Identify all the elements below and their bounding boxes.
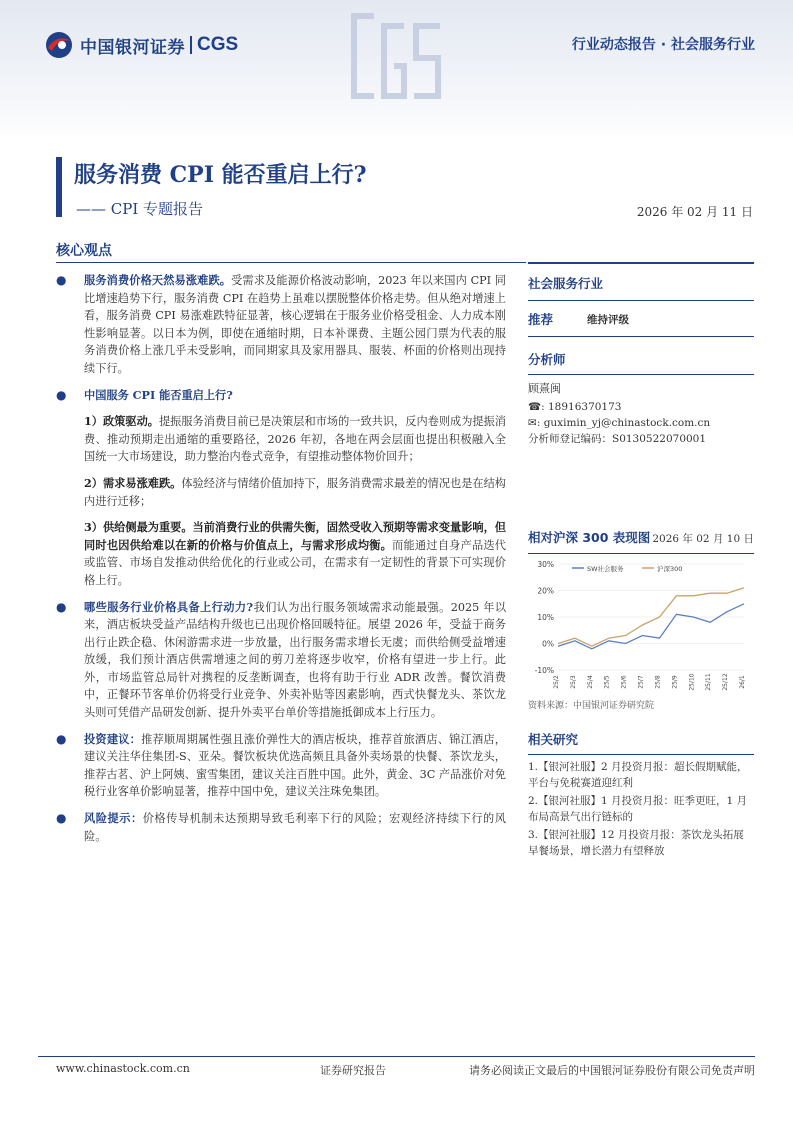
logo-text-en: CGS — [197, 34, 239, 55]
sidebar — [528, 262, 754, 447]
paragraph — [56, 413, 506, 466]
relative-performance-chart — [528, 528, 754, 718]
footer-divider — [38, 1056, 755, 1057]
rating-row — [528, 310, 754, 328]
x-tick-label: 25/4 — [586, 675, 594, 689]
bullet-dot-icon: ● — [56, 273, 67, 287]
legend-label: 沪深300 — [657, 565, 683, 573]
cgs-watermark-logo — [346, 6, 446, 106]
sidebar-top-rule — [528, 262, 754, 264]
bullet-dot-icon: ● — [56, 731, 67, 746]
bullet-item — [56, 599, 506, 722]
analyst-phone: ☎: 18916370173 — [528, 401, 622, 413]
paragraph — [56, 519, 506, 589]
bullet-text: 推荐顺周期属性强且涨价弹性大的酒店板块，推荐首旅酒店、锦江酒店，建议关注华住集团-S、亚朵。餐饮板块优选高频且具备外卖场景的快餐、茶饮龙头，推荐古茗、沪上阿姨、蜜雪集团，建议关注百胜中国。此外，黄金、3C 产品涨价对免税行业客单价影响显著，推荐中国中免，建议关注珠免集团。 — [84, 732, 506, 799]
footer-disclaimer: 请务必阅读正文最后的中国银河证券股份有限公司免责声明 — [469, 1064, 755, 1077]
galaxy-logo-icon — [44, 30, 74, 60]
title-accent-bar — [56, 157, 62, 217]
bullet-item — [56, 810, 506, 845]
industry-label: 社会服务行业 — [528, 276, 604, 291]
analyst-license: 分析师登记编码：S0130522070001 — [528, 433, 707, 445]
chart-divider — [528, 553, 754, 554]
footer-website[interactable]: www.chinastock.com.cn — [56, 1062, 190, 1075]
chart-header — [528, 528, 754, 547]
email-icon: ✉ — [528, 417, 537, 429]
bullet-lead: 哪些服务行业价格具备上行动力? — [84, 599, 254, 614]
company-logo — [44, 30, 238, 60]
para-text: 而能通过自身产品迭代或监管、市场自发推动供给优化的行业或公司，在需求有一定韧性的背景下可实现价格上行。 — [84, 538, 506, 587]
paragraph — [56, 475, 506, 510]
core-view-heading: 核心观点 — [56, 243, 112, 259]
sidebar-divider — [528, 336, 754, 337]
related-research — [528, 730, 754, 859]
rating-label: 推荐 — [528, 312, 554, 327]
chart-title: 相对沪深 300 表现图 — [528, 530, 651, 545]
bullet-dot-icon: ● — [56, 387, 67, 402]
bullet-dot-icon: ● — [56, 811, 67, 826]
y-tick-label: 10% — [537, 613, 554, 622]
y-tick-label: 30% — [537, 560, 554, 569]
bullet-lead: 服务消费价格天然易涨难跌。 — [84, 273, 232, 287]
page-title: 服务消费 CPI 能否重启上行? — [74, 162, 367, 188]
report-date: 2026 年 02 月 11 日 — [636, 205, 753, 219]
bullet-dot-icon: ● — [56, 599, 67, 614]
bullet-text: 我们认为出行服务领域需求动能最强。2025 年以来，酒店板块受益产品结构升级也已出现价格回暖特征。展望 2026 年，受益于商务出行止跌企稳、休闲游需求进一步放量，出行服务需求增长无虞；而供给侧受益增速放缓，我们预计酒店供需增速之间的剪刀差将逐步收窄，价格有望进一步上行。此外，市场监管总局针对携程的反垄断调查，也将有助于行业 ADR 改善。餐饮消费中，正餐环节客单价仍将受行业竞争、外卖补贴等因素影响，西式快餐龙头、茶饮龙头则可凭借产品研发创新、提升外卖平台单价等措施抵御成本上行压力。 — [84, 600, 507, 720]
x-tick-label: 25/6 — [620, 675, 628, 689]
analyst-name: 顾熹闽 — [528, 382, 561, 395]
phone-number: 18916370173 — [547, 401, 622, 413]
legend-label: SW社会服务 — [587, 565, 624, 573]
x-tick-label: 25/8 — [654, 675, 662, 689]
x-tick-label: 25/3 — [569, 675, 577, 689]
para-text: 提振服务消费目前已是决策层和市场的一致共识，反内卷则成为提振消费、推动预期走出通缩的重要路径，2026 年初，各地在两会层面也提出积极融入全国统一大市场建设，助力整治内卷式竞争，有望推动整体物价回升； — [84, 415, 506, 464]
chart-svg — [528, 558, 754, 698]
para-text: 体验经济与情绪价值加持下，服务消费需求最差的情况也是在结构内进行迁移； — [84, 476, 506, 508]
x-tick-label: 25/2 — [553, 675, 560, 689]
research-divider — [528, 754, 754, 755]
bullet-item — [56, 387, 506, 405]
analyst-heading: 分析师 — [528, 352, 566, 367]
chart-date: 2026 年 02 月 10 日 — [652, 533, 754, 545]
y-tick-label: -10% — [534, 666, 554, 675]
x-tick-label: 25/5 — [603, 675, 611, 689]
report-type: 行业动态报告 · 社会服务行业 — [571, 37, 755, 53]
logo-separator — [190, 36, 192, 54]
rating-value: 维持评级 — [587, 313, 630, 326]
chart-source: 资料来源：中国银河证券研究院 — [528, 701, 655, 711]
bullet-item — [56, 731, 506, 801]
y-tick-label: 20% — [537, 586, 554, 596]
x-tick-label: 25/9 — [671, 675, 679, 689]
x-tick-label: 25/12 — [722, 673, 730, 691]
y-tick-label: 0% — [542, 639, 554, 649]
research-heading: 相关研究 — [528, 732, 579, 747]
sidebar-divider — [528, 300, 754, 301]
email-address[interactable]: guximin_yj@chinastock.com.cn — [543, 417, 711, 429]
x-tick-label: 25/11 — [705, 673, 713, 691]
research-item[interactable]: 1.【银河社服】2 月投资月报：超长假期赋能，平台与免税赛道迎红利 — [528, 761, 748, 789]
analyst-email: ✉: guximin_yj@chinastock.com.cn — [528, 417, 711, 429]
footer-center-text: 证券研究报告 — [320, 1064, 386, 1077]
logo-text-cn: 中国银河证券 — [80, 37, 185, 58]
para-lead: 3）供给侧最为重要。当前消费行业的供需失衡，固然受收入预期等需求变量影响，但同时也因供给难以在新的价格与价值点上，与需求形成均衡。 — [84, 520, 506, 552]
x-tick-label: 26/1 — [739, 675, 746, 689]
core-view-content — [56, 272, 506, 845]
bullet-text: 受需求及能源价格波动影响，2023 年以来国内 CPI 同比增速趋势下行，服务消费 CPI 在趋势上虽难以摆脱整体价格走势。但从绝对增速上看，服务消费 CPI 易涨难跌特征显著，核心逻辑在于服务业价格受租金、人力成本刚性影响显著。以日本为例，即使在通缩时期，日本补课费、主题公园门票为代表的服务消费价格上涨几乎未受影响，而同期家具及家用器具、服装、杯面的价格则出现持续下行。 — [84, 274, 506, 375]
bullet-item — [56, 272, 506, 378]
section-divider — [56, 262, 526, 263]
bullet-text: 价格传导机制未达预期导致毛利率下行的风险；宏观经济持续下行的风险。 — [84, 812, 506, 843]
x-tick-label: 25/7 — [637, 675, 645, 689]
bullet-lead: 中国服务 CPI 能否重启上行? — [84, 387, 233, 402]
page-subtitle: —— CPI 专题报告 — [76, 200, 204, 218]
bullet-lead: 风险提示： — [84, 811, 143, 826]
research-item[interactable]: 2.【银河社服】1 月投资月报：旺季更旺，1 月布局高景气出行链标的 — [528, 795, 748, 823]
phone-icon: ☎ — [528, 401, 542, 413]
para-lead: 1）政策驱动。 — [84, 414, 159, 429]
x-tick-label: 25/10 — [688, 673, 696, 691]
research-item[interactable]: 3.【银河社服】12 月投资月报：茶饮龙头拓展早餐场景，增长潜力有望释放 — [528, 829, 744, 857]
series-line — [558, 604, 744, 649]
bullet-lead: 投资建议： — [84, 731, 142, 746]
para-lead: 2）需求易涨难跌。 — [84, 475, 182, 490]
sidebar-divider — [528, 374, 754, 375]
